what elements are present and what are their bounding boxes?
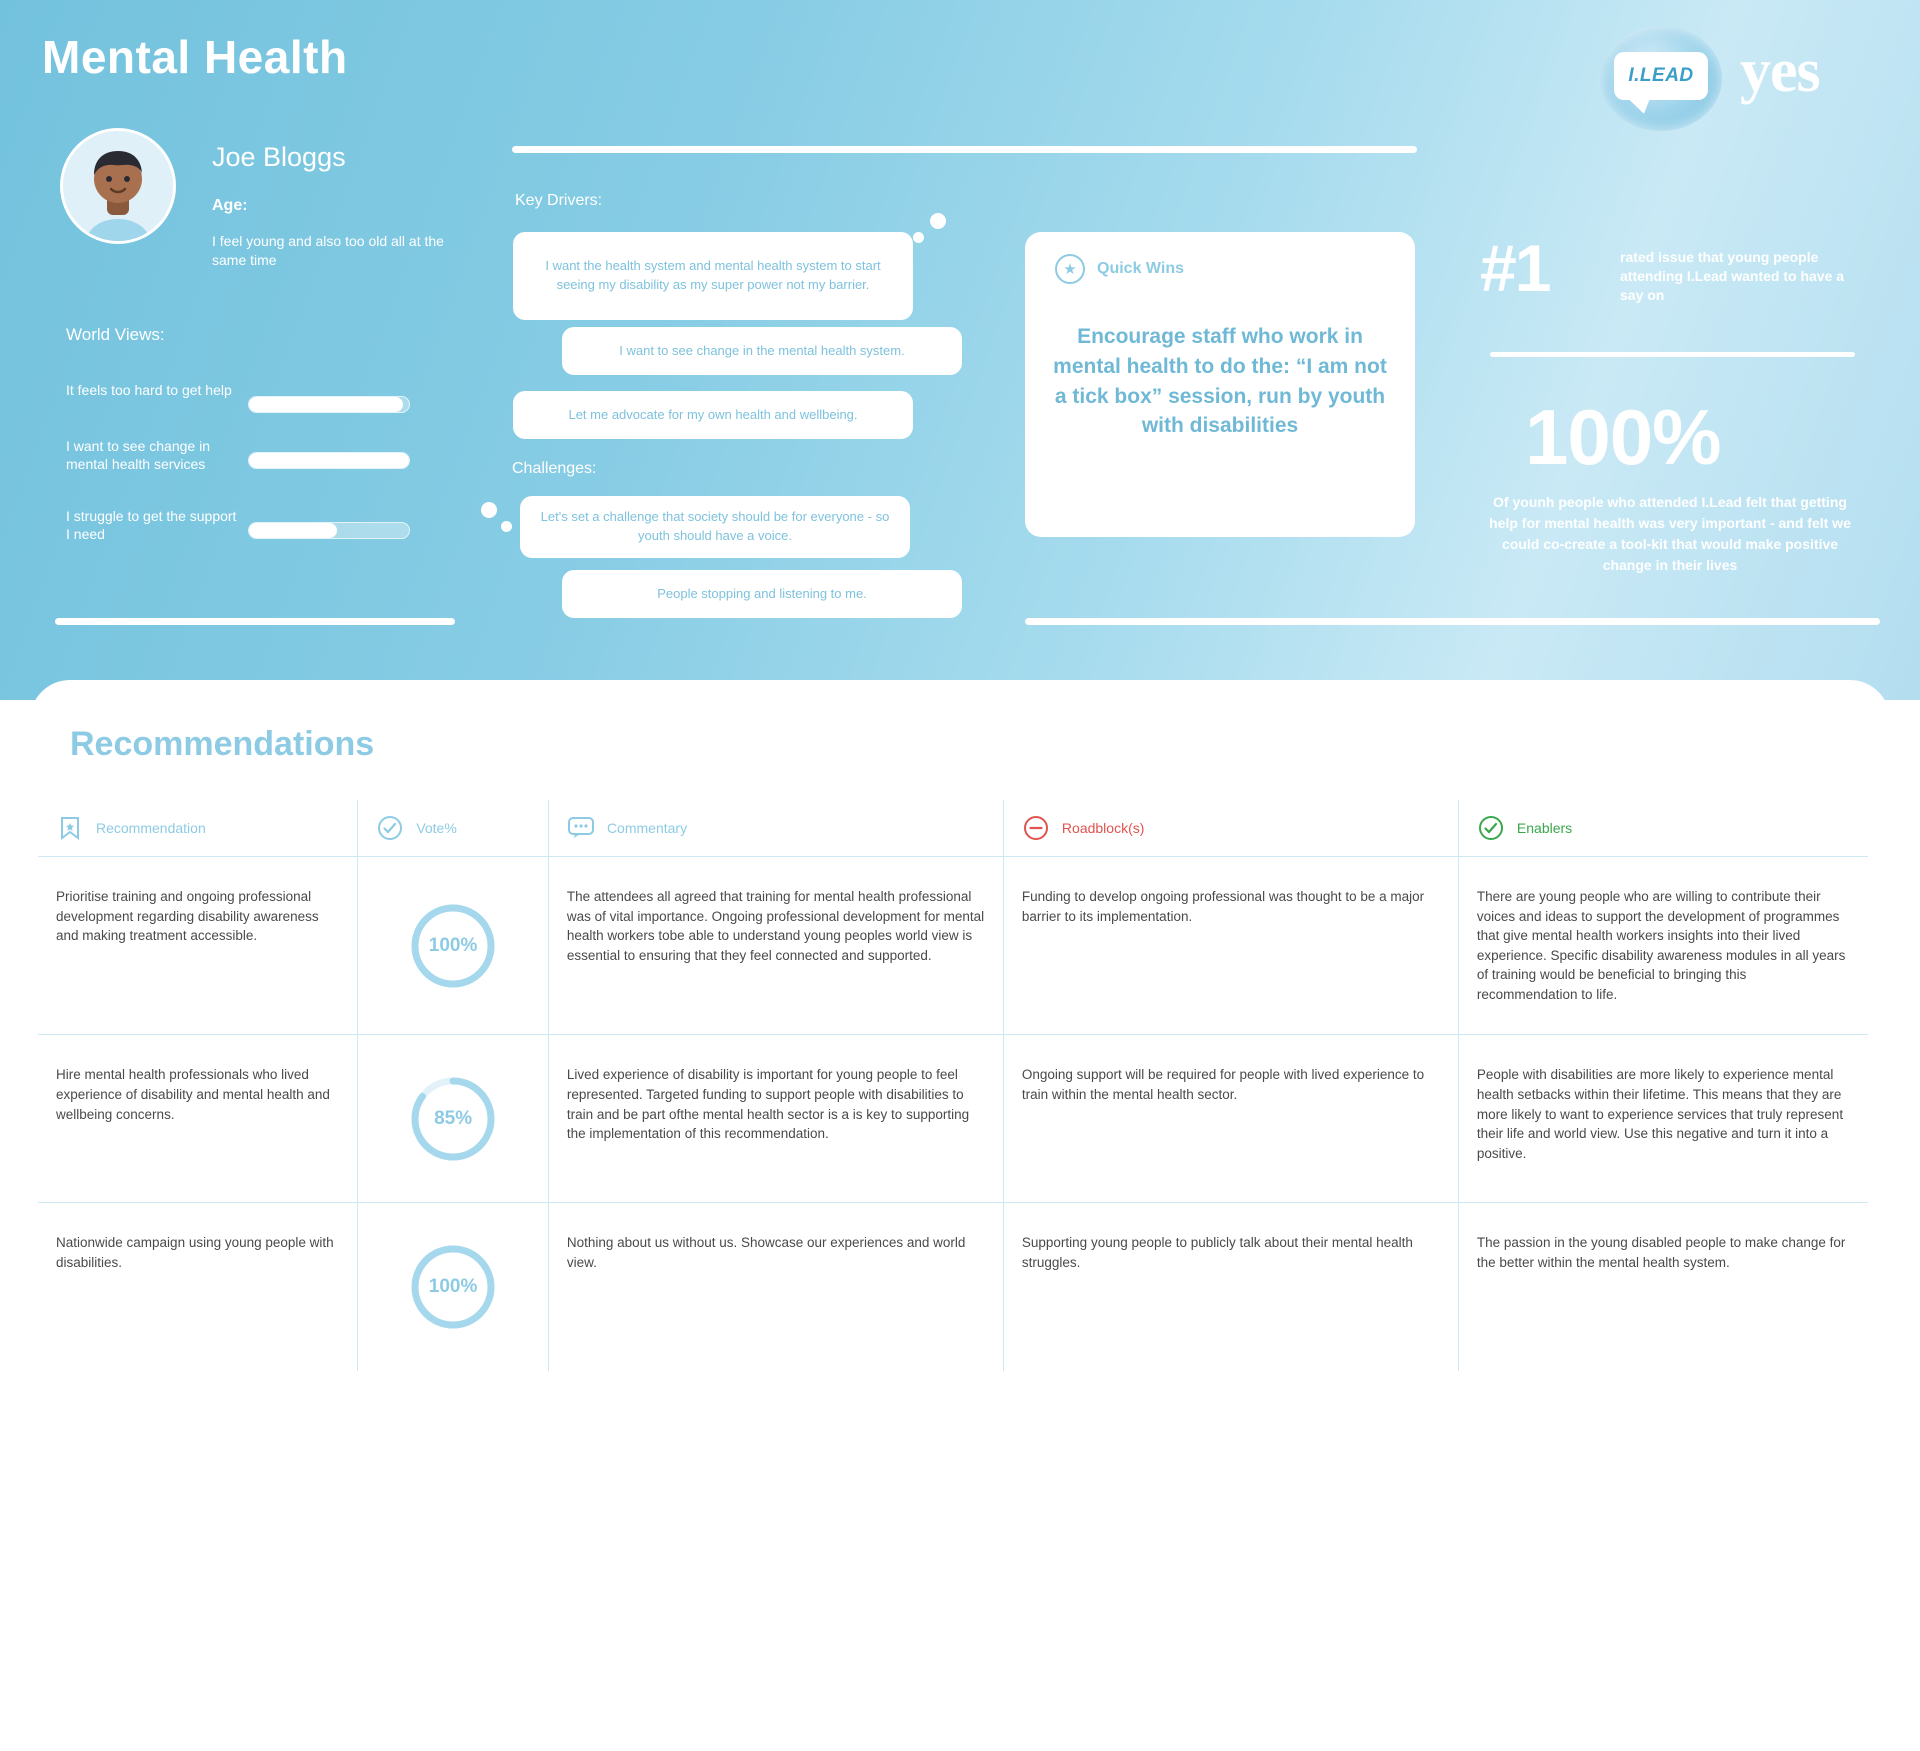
- cell-commentary: The attendees all agreed that training for mental health professional was of vital importance. Ongoing professional development for mental health workers tobe able to understand young peoples world view is essential to ensuring that they feel connected and supported.: [566, 889, 985, 963]
- ilead-logo-text: I.LEAD: [1628, 65, 1694, 86]
- cell-commentary: Lived experience of disability is important for young people to feel represented. Targeted funding to support people with disabilities to train and be part ofthe mental health sector is a is key to supporting the implementation of this recommendation.: [566, 1067, 970, 1142]
- quick-wins-body: Encourage staff who work in mental health to do the: “I am not a tick box” session, run by youth with disabilities: [1053, 325, 1387, 438]
- vote-donut: [407, 1241, 499, 1333]
- cell-vote: [358, 1035, 548, 1202]
- avatar: [60, 128, 176, 244]
- stat-percent-value: 100%: [1525, 393, 1721, 481]
- divider-stats: [1490, 352, 1855, 357]
- cell-vote: [358, 857, 548, 1034]
- stat-rank-value: #1: [1480, 231, 1550, 305]
- cell-enablers: There are young people who are willing to contribute their voices and ideas to support the development of programmes that give mental health workers insights into their lived experience. Specific disability awareness modules in all years of training would be beneficial to bringing this recommendation to life.: [1476, 889, 1846, 1002]
- yes-logo-text: yes: [1740, 37, 1820, 105]
- key-driver-bubble: I want the health system and mental health system to start seeing my disability as my super power not my barrier.: [513, 232, 913, 320]
- logo-group: [1600, 18, 1890, 128]
- comment-icon: [567, 814, 595, 842]
- vote-donut: [407, 900, 499, 992]
- cell-commentary: Nothing about us without us. Showcase our experiences and world view.: [566, 1235, 966, 1270]
- table-header: [38, 800, 1868, 857]
- column-header-label: Vote%: [416, 820, 457, 836]
- worldview-label: I want to see change in mental health services: [66, 438, 210, 472]
- bubble-dot-icon: [481, 502, 497, 518]
- cell-enablers: People with disabilities are more likely to experience mental health setbacks within their lifetime. This means that they are more likely to want to experience services that truly represent their life and world view. Use this negative and turn it into a positive.: [1476, 1067, 1844, 1161]
- divider-left: [55, 618, 455, 625]
- challenge-bubble: People stopping and listening to me.: [562, 570, 962, 618]
- quick-wins-title: Quick Wins: [1097, 260, 1184, 277]
- minus-circle-icon: [1022, 814, 1050, 842]
- bubble-dot-icon: [930, 213, 946, 229]
- persona-age-text: I feel young and also too old all at the same time: [212, 233, 444, 268]
- worldview-label: It feels too hard to get help: [66, 382, 232, 398]
- cell-recommendation: Hire mental health professionals who lived experience of disability and mental health and wellbeing concerns.: [56, 1067, 330, 1122]
- cell-vote: [358, 1203, 548, 1371]
- recommendations-table: [38, 800, 1868, 1371]
- worldview-bar: [248, 396, 410, 413]
- worldview-bar: [248, 452, 410, 469]
- worldview-row: [66, 382, 426, 428]
- column-header-label: Roadblock(s): [1061, 820, 1145, 836]
- recommendations-title: Recommendations: [70, 725, 375, 763]
- vote-value: 100%: [428, 1276, 478, 1298]
- avatar-illustration-icon: [63, 131, 173, 241]
- cell-enablers: The passion in the young disabled people to make change for the better within the mental health system.: [1476, 1235, 1846, 1270]
- quick-wins-header: [1055, 254, 1184, 284]
- cell-roadblocks: Ongoing support will be required for people with lived experience to train within the mental health sector.: [1021, 1067, 1425, 1102]
- column-header-label: Enablers: [1516, 820, 1573, 836]
- check-circle-icon: [376, 814, 404, 842]
- star-circle-icon: ★: [1055, 254, 1085, 284]
- table-row: [38, 1035, 1868, 1203]
- table-row: [38, 1203, 1868, 1371]
- key-driver-bubble: I want to see change in the mental health system.: [562, 327, 962, 375]
- key-drivers-label: Key Drivers:: [515, 192, 603, 209]
- key-driver-bubble: Let me advocate for my own health and wellbeing.: [513, 391, 913, 439]
- worldview-row: [66, 508, 426, 554]
- worldviews-title: World Views:: [66, 325, 165, 344]
- table-row: [38, 857, 1868, 1035]
- ilead-logo-icon: [1600, 26, 1722, 131]
- check-circle-green-icon: [1477, 814, 1505, 842]
- cell-roadblocks: Funding to develop ongoing professional was thought to be a major barrier to its implementation.: [1021, 889, 1425, 924]
- persona-name: Joe Bloggs: [212, 142, 346, 172]
- divider-bottom-right: [1025, 618, 1880, 625]
- challenges-label: Challenges:: [512, 460, 597, 477]
- cell-roadblocks: Supporting young people to publicly talk about their mental health struggles.: [1021, 1235, 1413, 1270]
- bookmark-star-icon: [56, 814, 84, 842]
- bubble-dot-icon: [501, 521, 512, 532]
- column-header-label: Commentary: [606, 820, 688, 836]
- worldview-row: [66, 438, 426, 484]
- divider-top: [512, 146, 1417, 153]
- page-title: Mental Health: [42, 31, 348, 83]
- vote-donut: [407, 1073, 499, 1165]
- bubble-dot-icon: [913, 232, 924, 243]
- header-banner: [0, 0, 1920, 700]
- stat-percent-text: Of younh people who attended I.Lead felt that getting help for mental health was very important - and felt we could co-create a tool-kit that would make positive change in their lives: [1489, 494, 1851, 573]
- stat-rank-text: rated issue that young people attending I.Lead wanted to have a say on: [1620, 249, 1845, 303]
- vote-value: 100%: [428, 934, 478, 956]
- worldview-bar: [248, 522, 410, 539]
- column-header-label: Recommendation: [96, 820, 206, 836]
- cell-recommendation: Prioritise training and ongoing professional development regarding disability awareness and making treatment accessible.: [56, 889, 319, 944]
- worldview-label: I struggle to get the support I need: [66, 508, 237, 542]
- persona-age-label: Age:: [212, 197, 248, 214]
- cell-recommendation: Nationwide campaign using young people with disabilities.: [56, 1235, 334, 1270]
- quick-wins-card: [1025, 232, 1415, 537]
- vote-value: 85%: [434, 1107, 473, 1129]
- challenge-bubble: Let's set a challenge that society should be for everyone - so youth should have a voice.: [520, 496, 910, 558]
